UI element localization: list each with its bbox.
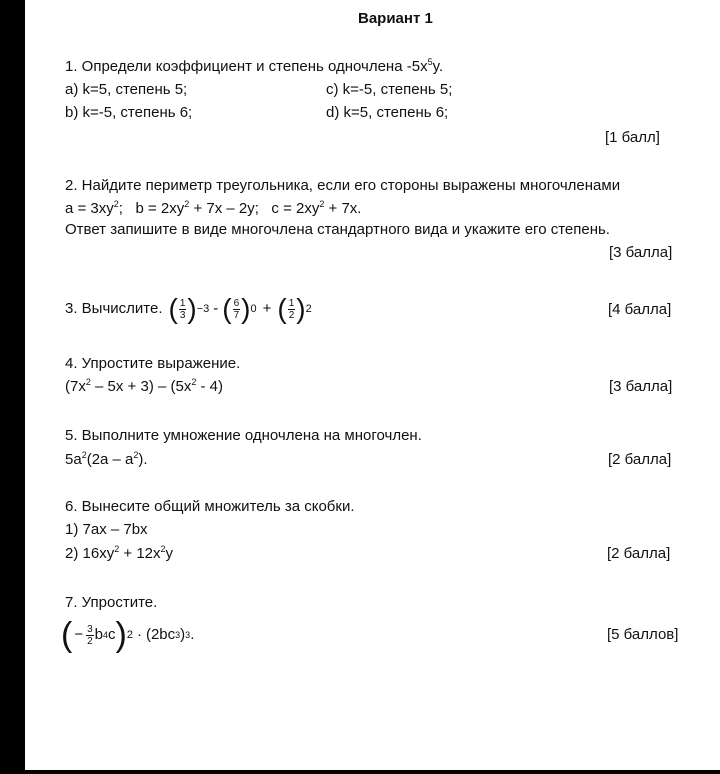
q1-option-d: d) k=5, степень 6; <box>326 104 449 121</box>
q6-prompt: 6. Вынесите общий множитель за скобки. <box>65 498 355 515</box>
q7-prompt: 7. Упростите. <box>65 594 158 611</box>
q2-score: [3 балла] <box>609 244 673 261</box>
q7-expression: ( − $\frac{3}{2}$ b 4 c ) 2 · (2bc 3 ) 3 . <box>61 616 195 654</box>
q5-expression: $5a^2(2a - a^2)$. <box>65 450 148 468</box>
q5-prompt: 5. Выполните умножение одночлена на многочлен. <box>65 427 422 444</box>
q2-prompt: 2. Найдите периметр треугольника, если его стороны выражены многочленами <box>65 177 621 194</box>
q5-score: [2 балла] <box>608 451 672 468</box>
q4-expression: $(7x^2 - 5x + 3) - (5x^2 - 4)$ <box>65 377 224 395</box>
q1-option-c: c) k=-5, степень 5; <box>326 81 453 98</box>
q6-score: [2 балла] <box>607 545 671 562</box>
q3-fraction-3: $\frac{1}{2}$ <box>288 297 295 321</box>
q1-score: [1 балл] <box>605 129 660 146</box>
q3-fraction-1: $\frac{1}{3}$ <box>179 297 186 321</box>
q4-score: [3 балла] <box>609 378 673 395</box>
q2-sides: $a = 3xy^2$; $b = 2xy^2 + 7x - 2y$; $c = 2xy^2 + 7x$. <box>65 199 362 217</box>
q2-answer-note: Ответ запишите в виде многочлена стандартного вида и укажите его степень. <box>65 221 610 238</box>
q3-expression: 3. Вычислите. ( $\frac{1}{3}$ ) −3 - ( $\frac{6}{7}$ ) 0 + ( $\frac{1}{2}$ ) 2 <box>65 293 312 324</box>
q4-prompt: 4. Упростите выражение. <box>65 355 241 372</box>
worksheet-page <box>25 0 720 770</box>
variant-title: Вариант 1 <box>358 10 433 27</box>
q1-prompt: 1. Определи коэффициент и степень одночлена $-5x^5y$. <box>65 57 444 75</box>
q7-fraction: $\frac{3}{2}$ <box>87 623 93 647</box>
q6-item-2: 2) $16xy^2 + 12x^2y$ <box>65 544 174 562</box>
q3-fraction-2: $\frac{6}{7}$ <box>233 297 240 321</box>
q3-score: [4 балла] <box>608 301 672 318</box>
q6-item-1: 1) 7ax – 7bx <box>65 521 148 538</box>
q1-option-a: a) k=5, степень 5; <box>65 81 188 98</box>
q1-option-b: b) k=-5, степень 6; <box>65 104 193 121</box>
q7-score: [5 баллов] <box>607 626 679 643</box>
